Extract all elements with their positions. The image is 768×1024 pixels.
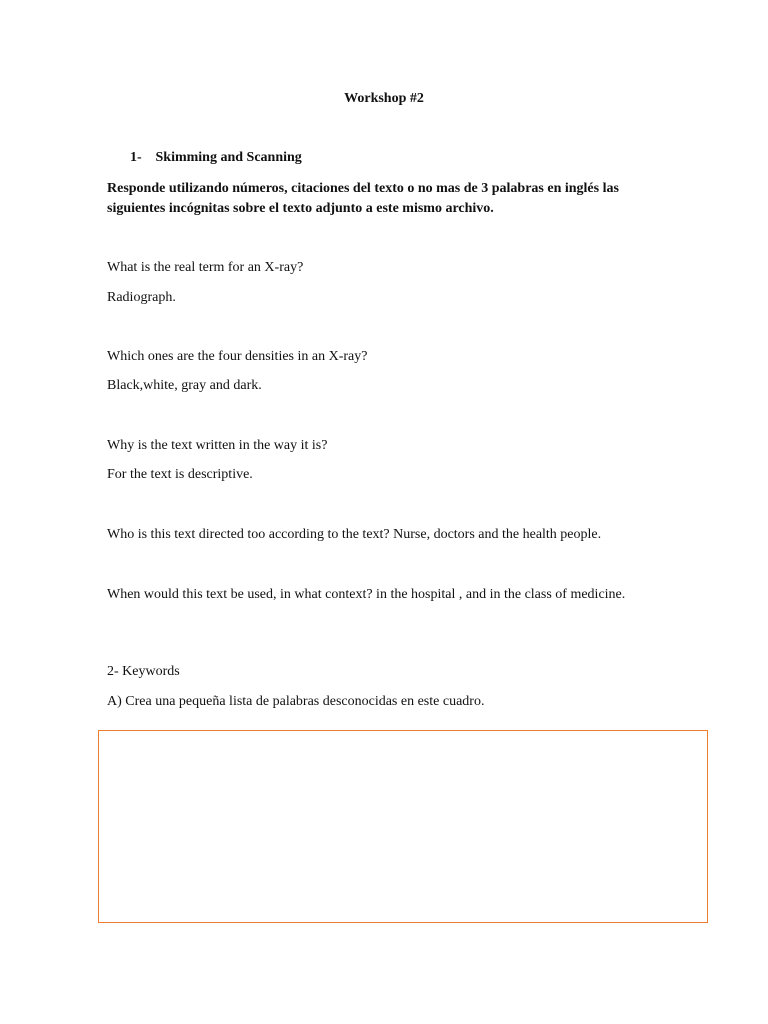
answer-2: Black,white, gray and dark. xyxy=(107,378,262,393)
section-heading-skimming xyxy=(130,150,302,166)
question-5: When would this text be used, in what context? in the hospital , and in the class of medicine. xyxy=(107,587,626,602)
question-2: Which ones are the four densities in an X-ray? xyxy=(107,349,368,364)
answer-3: For the text is descriptive. xyxy=(107,467,253,482)
section-heading-keywords: 2- Keywords xyxy=(107,664,180,679)
vocabulary-box[interactable] xyxy=(98,730,708,923)
keywords-instruction: A) Crea una pequeña lista de palabras desconocidas en este cuadro. xyxy=(107,694,485,709)
question-4: Who is this text directed too according to the text? Nurse, doctors and the health people. xyxy=(107,527,602,542)
question-1: What is the real term for an X-ray? xyxy=(107,260,304,275)
answer-1: Radiograph. xyxy=(107,290,176,305)
section-number: 1- xyxy=(130,150,142,165)
section-title: Skimming and Scanning xyxy=(155,150,302,165)
page-title: Workshop #2 xyxy=(344,91,424,106)
instructions-text: Responde utilizando números, citaciones del texto o no mas de 3 palabras en inglés las siguientes incógnitas sobre el texto adjunto a este mismo archivo. xyxy=(107,181,619,216)
question-3: Why is the text written in the way it is? xyxy=(107,438,328,453)
